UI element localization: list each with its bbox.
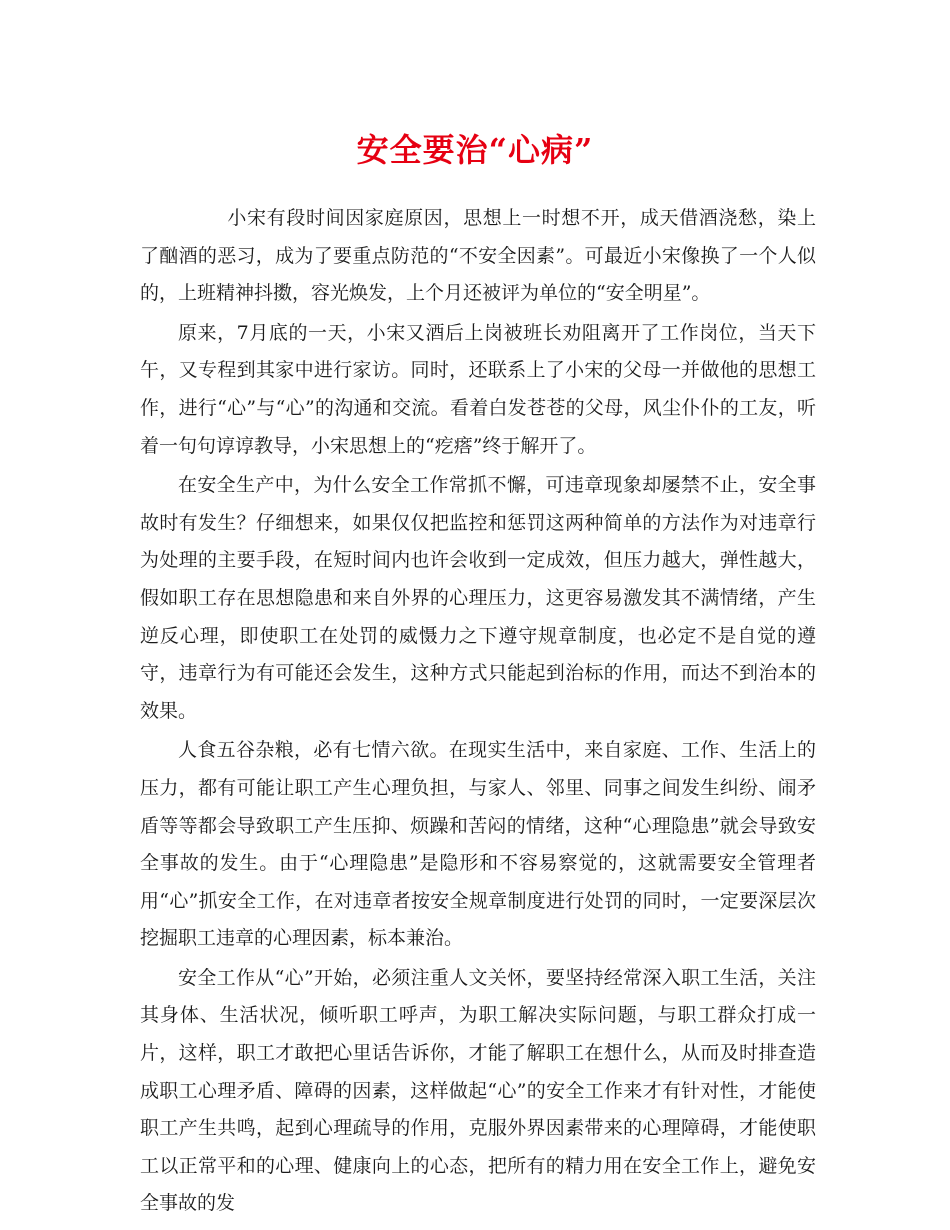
- paragraph-4: 人食五谷杂粮，必有七情六欲。在现实生活中，来自家庭、工作、生活上的压力，都有可能让职工产生心理负担，与家人、邻里、同事之间发生纠纷、闹矛盾等等都会导致职工产生压抑、烦躁和苦闷的情绪，这种“心理隐患”就会导致安全事故的发生。由于“心理隐患”是隐形和不容易察觉的，这就需要安全管理者用“心”抓安全工作，在对违章者按安全规章制度进行处罚的同时，一定要深层次挖掘职工违章的心理因素，标本兼治。: [140, 739, 816, 950]
- document-body: [140, 200, 816, 1225]
- paragraph-1: 小宋有段时间因家庭原因，思想上一时想不开，成天借酒浇愁，染上了酗酒的恶习，成为了要重点防范的“不安全因素”。可最近小宋像换了一个人似的，上班精神抖擞，容光焕发，上个月还被评为单位的“安全明星”。: [140, 207, 816, 305]
- document-title: 安全要治“心病”: [356, 131, 594, 169]
- paragraph-3: 在安全生产中，为什么安全工作常抓不懈，可违章现象却屡禁不止，安全事故时有发生？仔细想来，如果仅仅把监控和惩罚这两种简单的方法作为对违章行为处理的主要手段，在短时间内也许会收到一定成效，但压力越大，弹性越大，假如职工存在思想隐患和来自外界的心理压力，这更容易激发其不满情绪，产生逆反心理，即使职工在处罚的威慑力之下遵守规章制度，也必定不是自觉的遵守，违章行为有可能还会发生，这种方式只能起到治标的作用，而达不到治本的效果。: [140, 474, 816, 722]
- paragraph-5: 安全工作从“心”开始，必须注重人文关怀，要坚持经常深入职工生活，关注其身体、生活状况，倾听职工呼声，为职工解决实际问题，与职工群众打成一片，这样，职工才敢把心里话告诉你，才能了解职工在想什么，从而及时排查造成职工心理矛盾、障碍的因素，这样做起“心”的安全工作来才有针对性，才能使职工产生共鸣，起到心理疏导的作用，克服外界因素带来的心理障碍，才能使职工以正常平和的心理、健康向上的心态，把所有的精力用在安全工作上，避免安全事故的发: [140, 966, 816, 1215]
- paragraph-2: 原来，7月底的一天，小宋又酒后上岗被班长劝阻离开了工作岗位，当天下午，又专程到其家中进行家访。同时，还联系上了小宋的父母一并做他的思想工作，进行“心”与“心”的沟通和交流。看着白发苍苍的父母，风尘仆仆的工友，听着一句句谆谆教导，小宋思想上的“疙瘩”终于解开了。: [140, 321, 816, 457]
